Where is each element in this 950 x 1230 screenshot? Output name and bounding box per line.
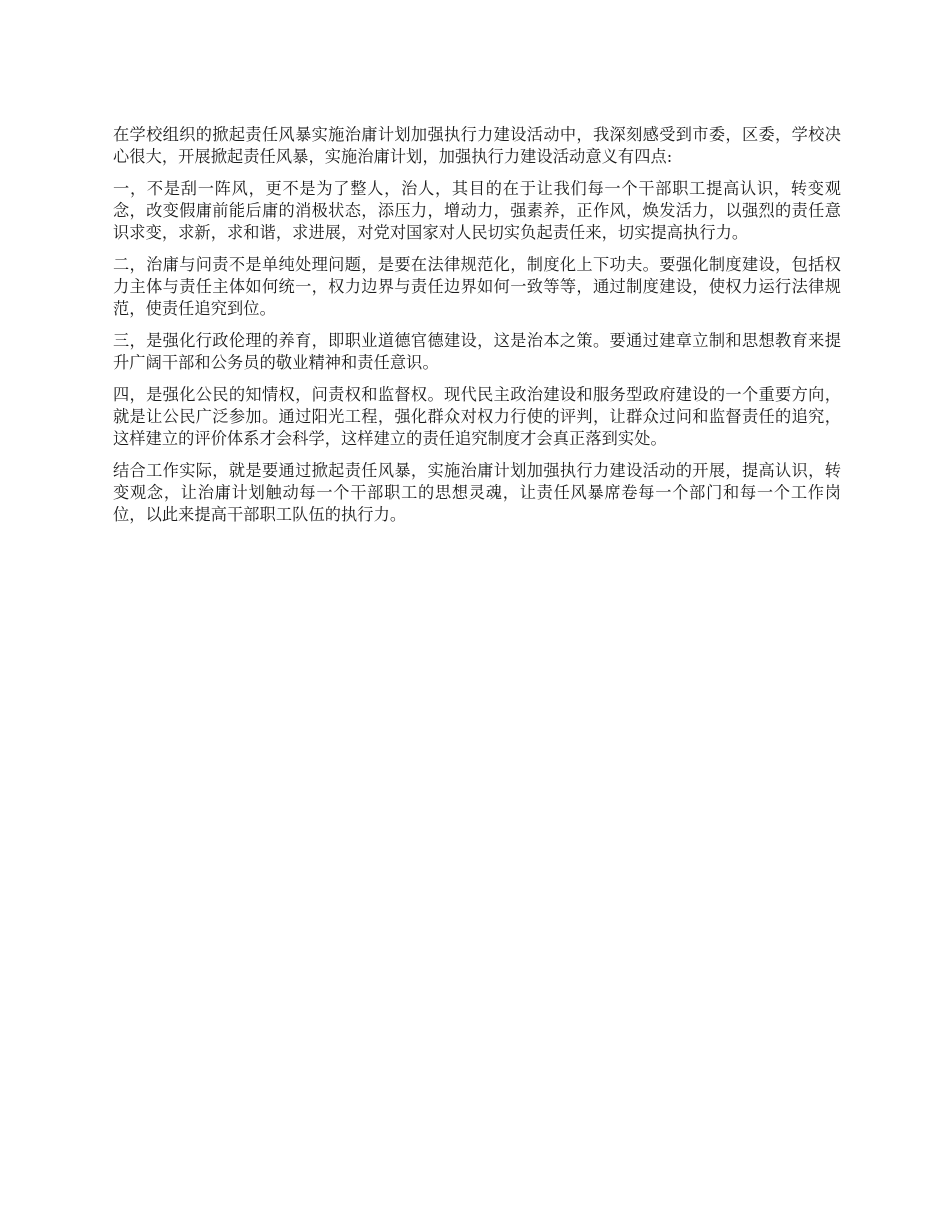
- paragraph-intro: 在学校组织的掀起责任风暴实施治庸计划加强执行力建设活动中，我深刻感受到市委，区委，学校决心很大，开展掀起责任风暴，实施治庸计划，加强执行力建设活动意义有四点:: [113, 125, 841, 166]
- paragraph-conclusion: 结合工作实际，就是要通过掀起责任风暴，实施治庸计划加强执行力建设活动的开展，提高认识，转变观念，让治庸计划触动每一个干部职工的思想灵魂，让责任风暴席卷每一个部门和每一个工作岗位，以此来提高干部职工队伍的执行力。: [113, 461, 841, 524]
- paragraph-point-two: 二，治庸与问责不是单纯处理问题，是要在法律规范化，制度化上下功夫。要强化制度建设，包括权力主体与责任主体如何统一，权力边界与责任边界如何一致等等，通过制度建设，使权力运行法律规范，使责任追究到位。: [113, 255, 841, 318]
- document-body: [113, 124, 841, 536]
- paragraph-point-four: 四，是强化公民的知情权，问责权和监督权。现代民主政治建设和服务型政府建设的一个重要方向，就是让公民广泛参加。通过阳光工程，强化群众对权力行使的评判，让群众过问和监督责任的追究，这样建立的评价体系才会科学，这样建立的责任追究制度才会真正落到实处。: [113, 385, 841, 448]
- paragraph-point-one: 一，不是刮一阵风，更不是为了整人，治人，其目的在于让我们每一个干部职工提高认识，转变观念，改变假庸前能后庸的消极状态，添压力，增动力，强素养，正作风，焕发活力，以强烈的责任意识求变，求新，求和谐，求进展，对党对国家对人民切实负起责任来，切实提高执行力。: [113, 179, 841, 242]
- paragraph-point-three: 三，是强化行政伦理的养育，即职业道德官德建设，这是治本之策。要通过建章立制和思想教育来提升广阔干部和公务员的敬业精神和责任意识。: [113, 331, 841, 372]
